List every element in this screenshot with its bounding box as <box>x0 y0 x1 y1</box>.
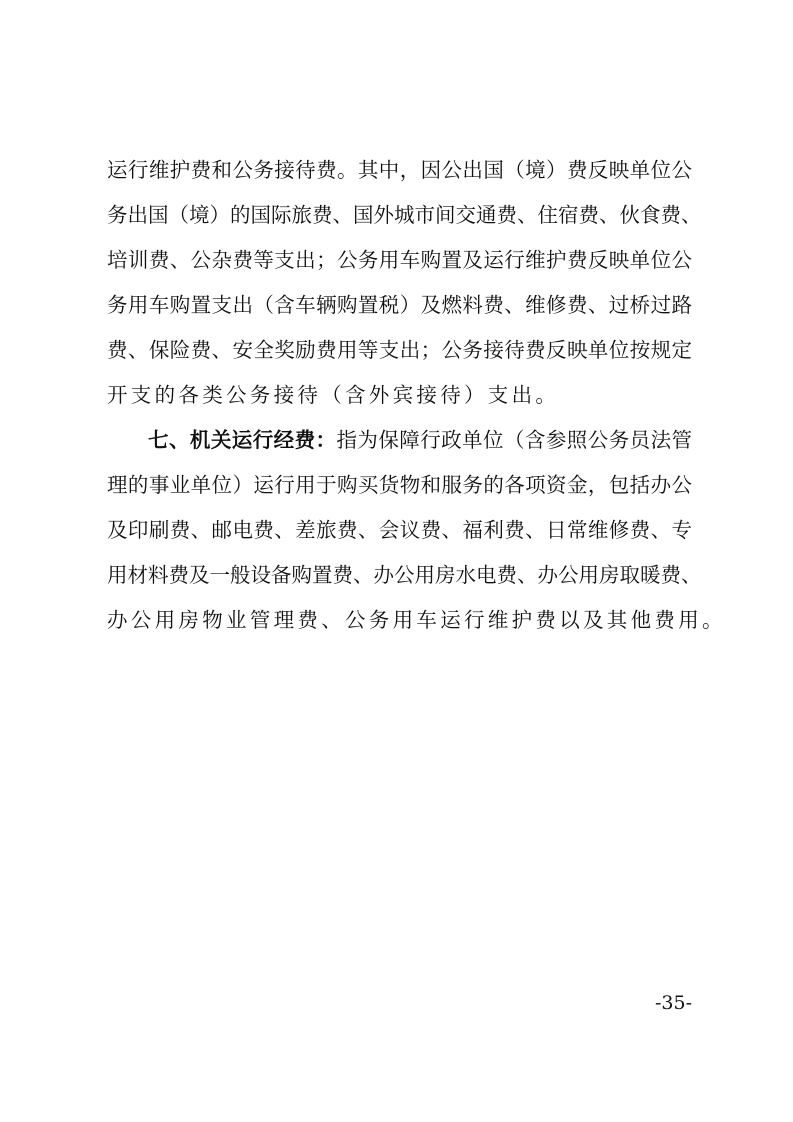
paragraph-2-line-5: 办公用房物业管理费、公务用车运行维护费以及其他费用。 <box>107 608 726 632</box>
section-heading: 七、机关运行经费： <box>148 428 337 452</box>
paragraph-1-line-3: 培训费、公杂费等支出；公务用车购置及运行维护费反映单位公 <box>107 248 692 272</box>
paragraph-1-line-5: 费、保险费、安全奖励费用等支出；公务接待费反映单位按规定 <box>107 338 692 362</box>
page-number: -35- <box>654 992 692 1014</box>
paragraph-1-line-4: 务用车购置支出（含车辆购置税）及燃料费、维修费、过桥过路 <box>107 293 692 317</box>
paragraph-2-line-1-text: 指为保障行政单位（含参照公务员法管 <box>336 428 693 452</box>
paragraph-1-line-1: 运行维护费和公务接待费。其中，因公出国（境）费反映单位公 <box>107 158 692 182</box>
paragraph-2-line-1 <box>148 422 692 458</box>
paragraph-2-line-2: 理的事业单位）运行用于购买货物和服务的各项资金，包括办公 <box>107 473 692 497</box>
paragraph-1-line-2: 务出国（境）的国际旅费、国外城市间交通费、住宿费、伙食费、 <box>107 203 702 227</box>
paragraph-2-line-3: 及印刷费、邮电费、差旅费、会议费、福利费、日常维修费、专 <box>107 518 692 542</box>
paragraph-1-line-6: 开支的各类公务接待（含外宾接待）支出。 <box>107 383 560 407</box>
paragraph-2-line-4: 用材料费及一般设备购置费、办公用房水电费、办公用房取暖费、 <box>107 563 702 587</box>
